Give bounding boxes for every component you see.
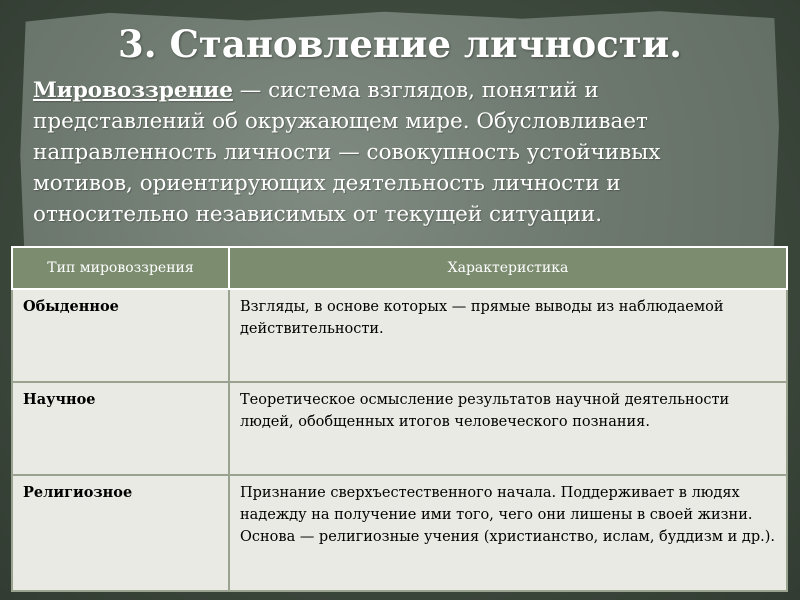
slide-title: 3. Становление личности. [117, 22, 683, 66]
term-definition: — система взглядов, понятий и представлений об окружающем мире. Обусловливает направленность личности — совокупность устойчивых мотивов, ориентирующих деятельность личности и относительно независимых от текущей ситуации. [33, 78, 661, 227]
header-characteristic: Характеристика [229, 247, 787, 289]
table-header-row [12, 247, 787, 289]
table-row [12, 475, 787, 591]
term-worldview: Мировоззрение [33, 78, 233, 103]
row-description: Теоретическое осмысление результатов научной деятельности людей, обобщенных итогов человеческого познания. [229, 382, 787, 476]
row-description: Признание сверхъестественного начала. Поддерживает в людях надежду на получение ими того, чего они лишены в своей жизни. Основа — религиозные учения (христианство, ислам, буддизм и др.). [229, 475, 787, 591]
row-type: Научное [12, 382, 229, 476]
worldview-table [11, 246, 788, 592]
header-type: Тип мировоззрения [12, 247, 229, 289]
intro-paragraph [33, 75, 748, 230]
row-type: Религиозное [12, 475, 229, 591]
table-row [12, 289, 787, 382]
row-type: Обыденное [12, 289, 229, 382]
row-description: Взгляды, в основе которых — прямые выводы из наблюдаемой действительности. [229, 289, 787, 382]
table-row [12, 382, 787, 476]
